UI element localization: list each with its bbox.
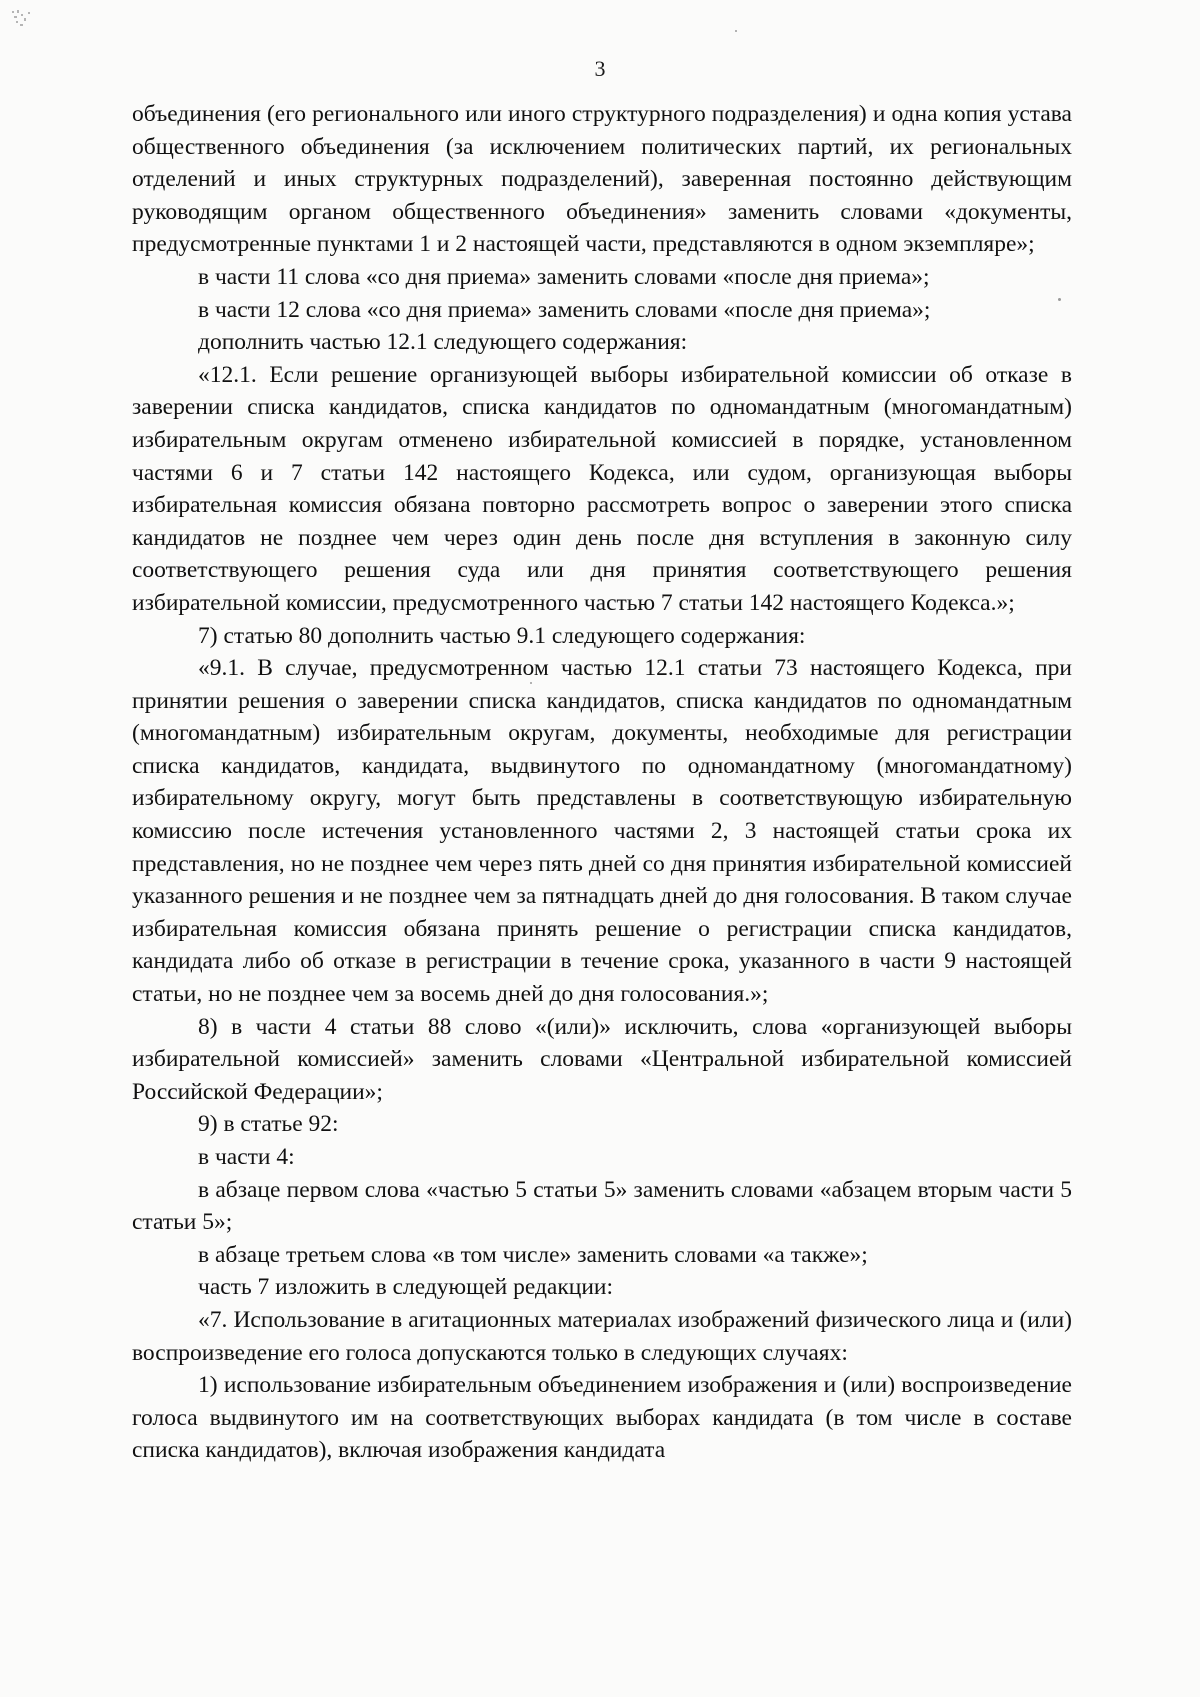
paragraph: «7. Использование в агитационных материалах изображений физического лица и (или) воспроизведение его голоса допускаются только в следующих случаях: [132,1306,1072,1366]
paragraph: объединения (его регионального или иного структурного подразделения) и одна копия устава общественного объединения (за исключением политических партий, их региональных отделений и иных структурных подразделений), заверенная постоянно действующим руководящим органом общественного объединения» заменить словами «документы, предусмотренные пунктами 1 и 2 настоящей части, представляются в одном экземпляре»; [132,101,1072,258]
paragraph: 8) в части 4 статьи 88 слово «(или)» исключить, слова «организующей выборы избирательной комиссией» заменить словами «Центральной избирательной комиссией Российской Федерации»; [132,1013,1072,1105]
paragraph: в части 11 слова «со дня приема» заменить словами «после дня приема»; [198,263,930,290]
document-body [132,98,1072,1467]
paragraph: 1) использование избирательным объединением изображения и (или) воспроизведение голоса выдвинутого им на соответствующих выборах кандидата (в том числе в составе списка кандидатов), включая изображения кандидата [132,1372,1072,1464]
paragraph: «12.1. Если решение организующей выборы избирательной комиссии об отказе в заверении списка кандидатов, списка кандидатов по одномандатным (многомандатным) избирательным округам отменено избирательной комиссией в порядке, установленном частями 6 и 7 статьи 142 настоящего Кодекса, или судом, организующая выборы избирательная комиссия обязана повторно рассмотреть вопрос о заверении этого списка кандидатов не позднее чем через один день после дня вступления в законную силу соответствующего решения суда или дня принятия соответствующего решения избирательной комиссии, предусмотренного частью 7 статьи 142 настоящего Кодекса.»; [132,361,1072,616]
paragraph: «9.1. В случае, предусмотренном частью 12.1 статьи 73 настоящего Кодекса, при принятии решения о заверении списка кандидатов, списка кандидатов по одномандатным (многомандатным) избирательным округам, документы, необходимые для регистрации списка кандидатов, кандидата, выдвинутого по одномандатному (многомандатному) избирательному округу, могут быть представлены в соответствующую избирательную комиссию после истечения установленного частями 2, 3 настоящей статьи срока их представления, но не позднее чем через пять дней со дня принятия избирательной комиссией указанного решения и не позднее чем за пятнадцать дней до дня голосования. В таком случае избирательная комиссия обязана принять решение о регистрации списка кандидатов, кандидата либо об отказе в регистрации в течение срока, указанного в части 9 настоящей статьи, но не позднее чем за восемь дней до дня голосования.»; [132,655,1072,1008]
paragraph: в абзаце первом слова «частью 5 статьи 5» заменить словами «абзацем вторым части 5 статьи 5»; [132,1176,1072,1236]
paragraph: в части 12 слова «со дня приема» заменить словами «после дня приема»; [198,296,931,323]
paragraph: дополнить частью 12.1 следующего содержания: [198,329,688,356]
scan-speck [735,30,737,32]
paragraph: 9) в статье 92: [198,1111,339,1138]
paragraph: 7) статью 80 дополнить частью 9.1 следующего содержания: [198,622,806,649]
scan-artifact-mark [10,8,36,30]
paragraph: в абзаце третьем слова «в том числе» заменить словами «а также»; [198,1241,868,1268]
paragraph: часть 7 изложить в следующей редакции: [198,1274,614,1301]
paragraph: в части 4: [198,1144,295,1170]
page-number: 3 [594,56,606,81]
